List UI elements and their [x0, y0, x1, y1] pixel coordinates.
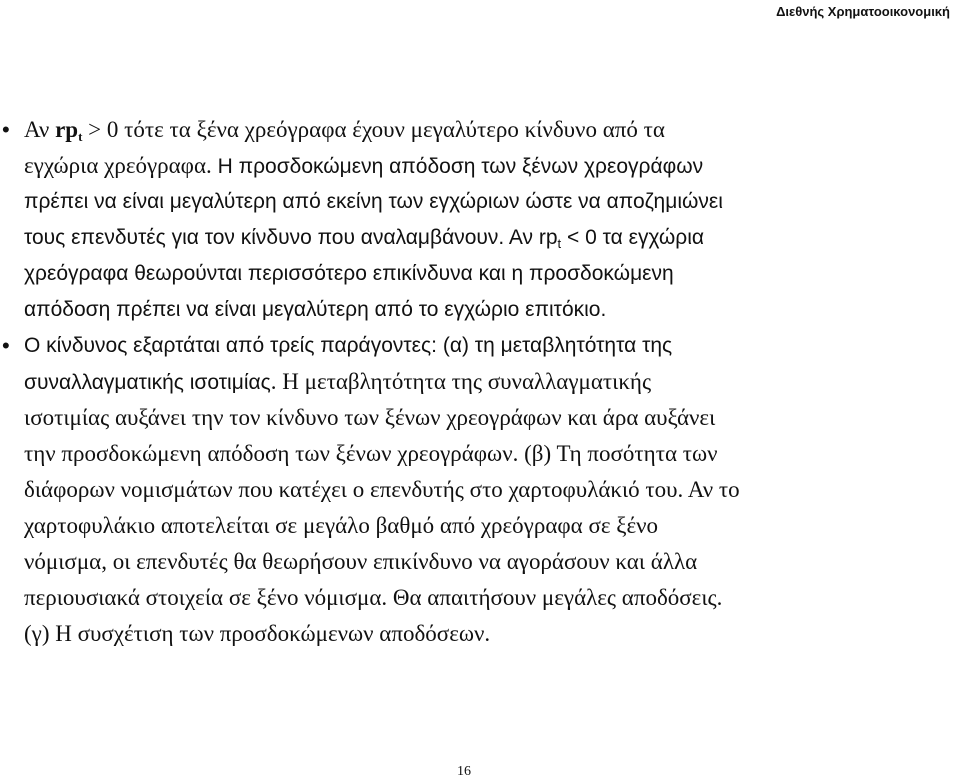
- text-segment: περιουσιακά στοιχεία σε ξένο νόμισμα. Θα απαιτήσουν μεγάλες αποδόσεις.: [24, 585, 723, 610]
- bullet-2-line-9: [24, 616, 490, 652]
- bullet-1-line-1: [24, 112, 665, 148]
- bullet-1-line-2: [24, 148, 703, 184]
- text-segment: πρέπει να είναι μεγαλύτερη από εκείνη των εγχώριων ώστε να αποζημιώνει: [24, 190, 723, 213]
- text-segment: απόδοση πρέπει να είναι μεγαλύτερη από το εγχώριο επιτόκιο.: [24, 298, 607, 321]
- bullet-2-line-2: [24, 364, 651, 400]
- rp-symbol: rp: [55, 117, 79, 142]
- text-segment: ισοτιμίας αυξάνει την τον κίνδυνο των ξένων χρεογράφων και άρα αυξάνει: [24, 405, 716, 430]
- bullet-marker: •: [2, 333, 10, 358]
- text-segment: χρεόγραφα θεωρούνται περισσότερο επικίνδυνα και η προσδοκώμενη: [24, 262, 674, 285]
- text-segment: Αν: [24, 117, 56, 142]
- bullet-2-line-3: [24, 400, 715, 436]
- text-segment: την προσδοκώμενη απόδοση των ξένων χρεογράφων. (β) Τη ποσότητα των: [24, 441, 718, 466]
- page-number: 16: [457, 764, 471, 779]
- bullet-2-line-1: [24, 328, 672, 364]
- text-segment: . Η μεταβλητότητα της συναλλαγματικής: [270, 369, 652, 394]
- subscript-t: t: [78, 129, 83, 144]
- bullet-1-line-5: [24, 256, 674, 292]
- text-segment: Ο κίνδυνος εξαρτάται από τρείς παράγοντες: (α) τη μεταβλητότητα της: [24, 334, 673, 357]
- bullet-2-line-8: [24, 580, 722, 616]
- bullet-1-line-6: [24, 292, 606, 328]
- bullet-2-line-5: [24, 472, 740, 508]
- text-segment: χαρτοφυλάκιο αποτελείται σε μεγάλο βαθμό από χρεόγραφα σε ξένο: [24, 513, 659, 538]
- bullet-2-line-4: [24, 436, 718, 472]
- text-segment: > 0 τότε τα ξένα χρεόγραφα έχουν μεγαλύτερο κίνδυνο από τα: [82, 117, 665, 142]
- slide-content: [0, 112, 960, 672]
- bullet-marker: •: [2, 117, 10, 142]
- bullet-1-line-3: [24, 184, 723, 220]
- text-segment: < 0 τα εγχώρια: [561, 226, 705, 249]
- text-segment: συναλλαγματικής ισοτιμίας: [24, 371, 271, 394]
- bullet-2-line-6: [24, 508, 658, 544]
- text-segment: εγχώρια χρεόγραφα.: [24, 153, 212, 178]
- subscript-t: t: [557, 236, 562, 251]
- text-segment: τους επενδυτές για τον κίνδυνο που αναλαμβάνουν.: [24, 226, 505, 249]
- text-segment: (γ) Η συσχέτιση των προσδοκώμενων αποδόσεων.: [24, 621, 491, 646]
- text-segment: Αν rp: [504, 226, 558, 249]
- text-segment: νόμισμα, οι επενδυτές θα θεωρήσουν επικίνδυνο να αγοράσουν και άλλα: [24, 549, 698, 574]
- text-segment: διάφορων νομισμάτων που κατέχει ο επενδυτής στο χαρτοφυλάκιό του. Αν το: [24, 477, 740, 502]
- page-header-title: Διεθνής Χρηματοοικονομική: [776, 4, 950, 19]
- bullet-2-line-7: [24, 544, 697, 580]
- bullet-1-line-4: [24, 220, 704, 256]
- text-segment: Η προσδοκώμενη απόδοση των ξένων χρεογράφων: [211, 155, 704, 178]
